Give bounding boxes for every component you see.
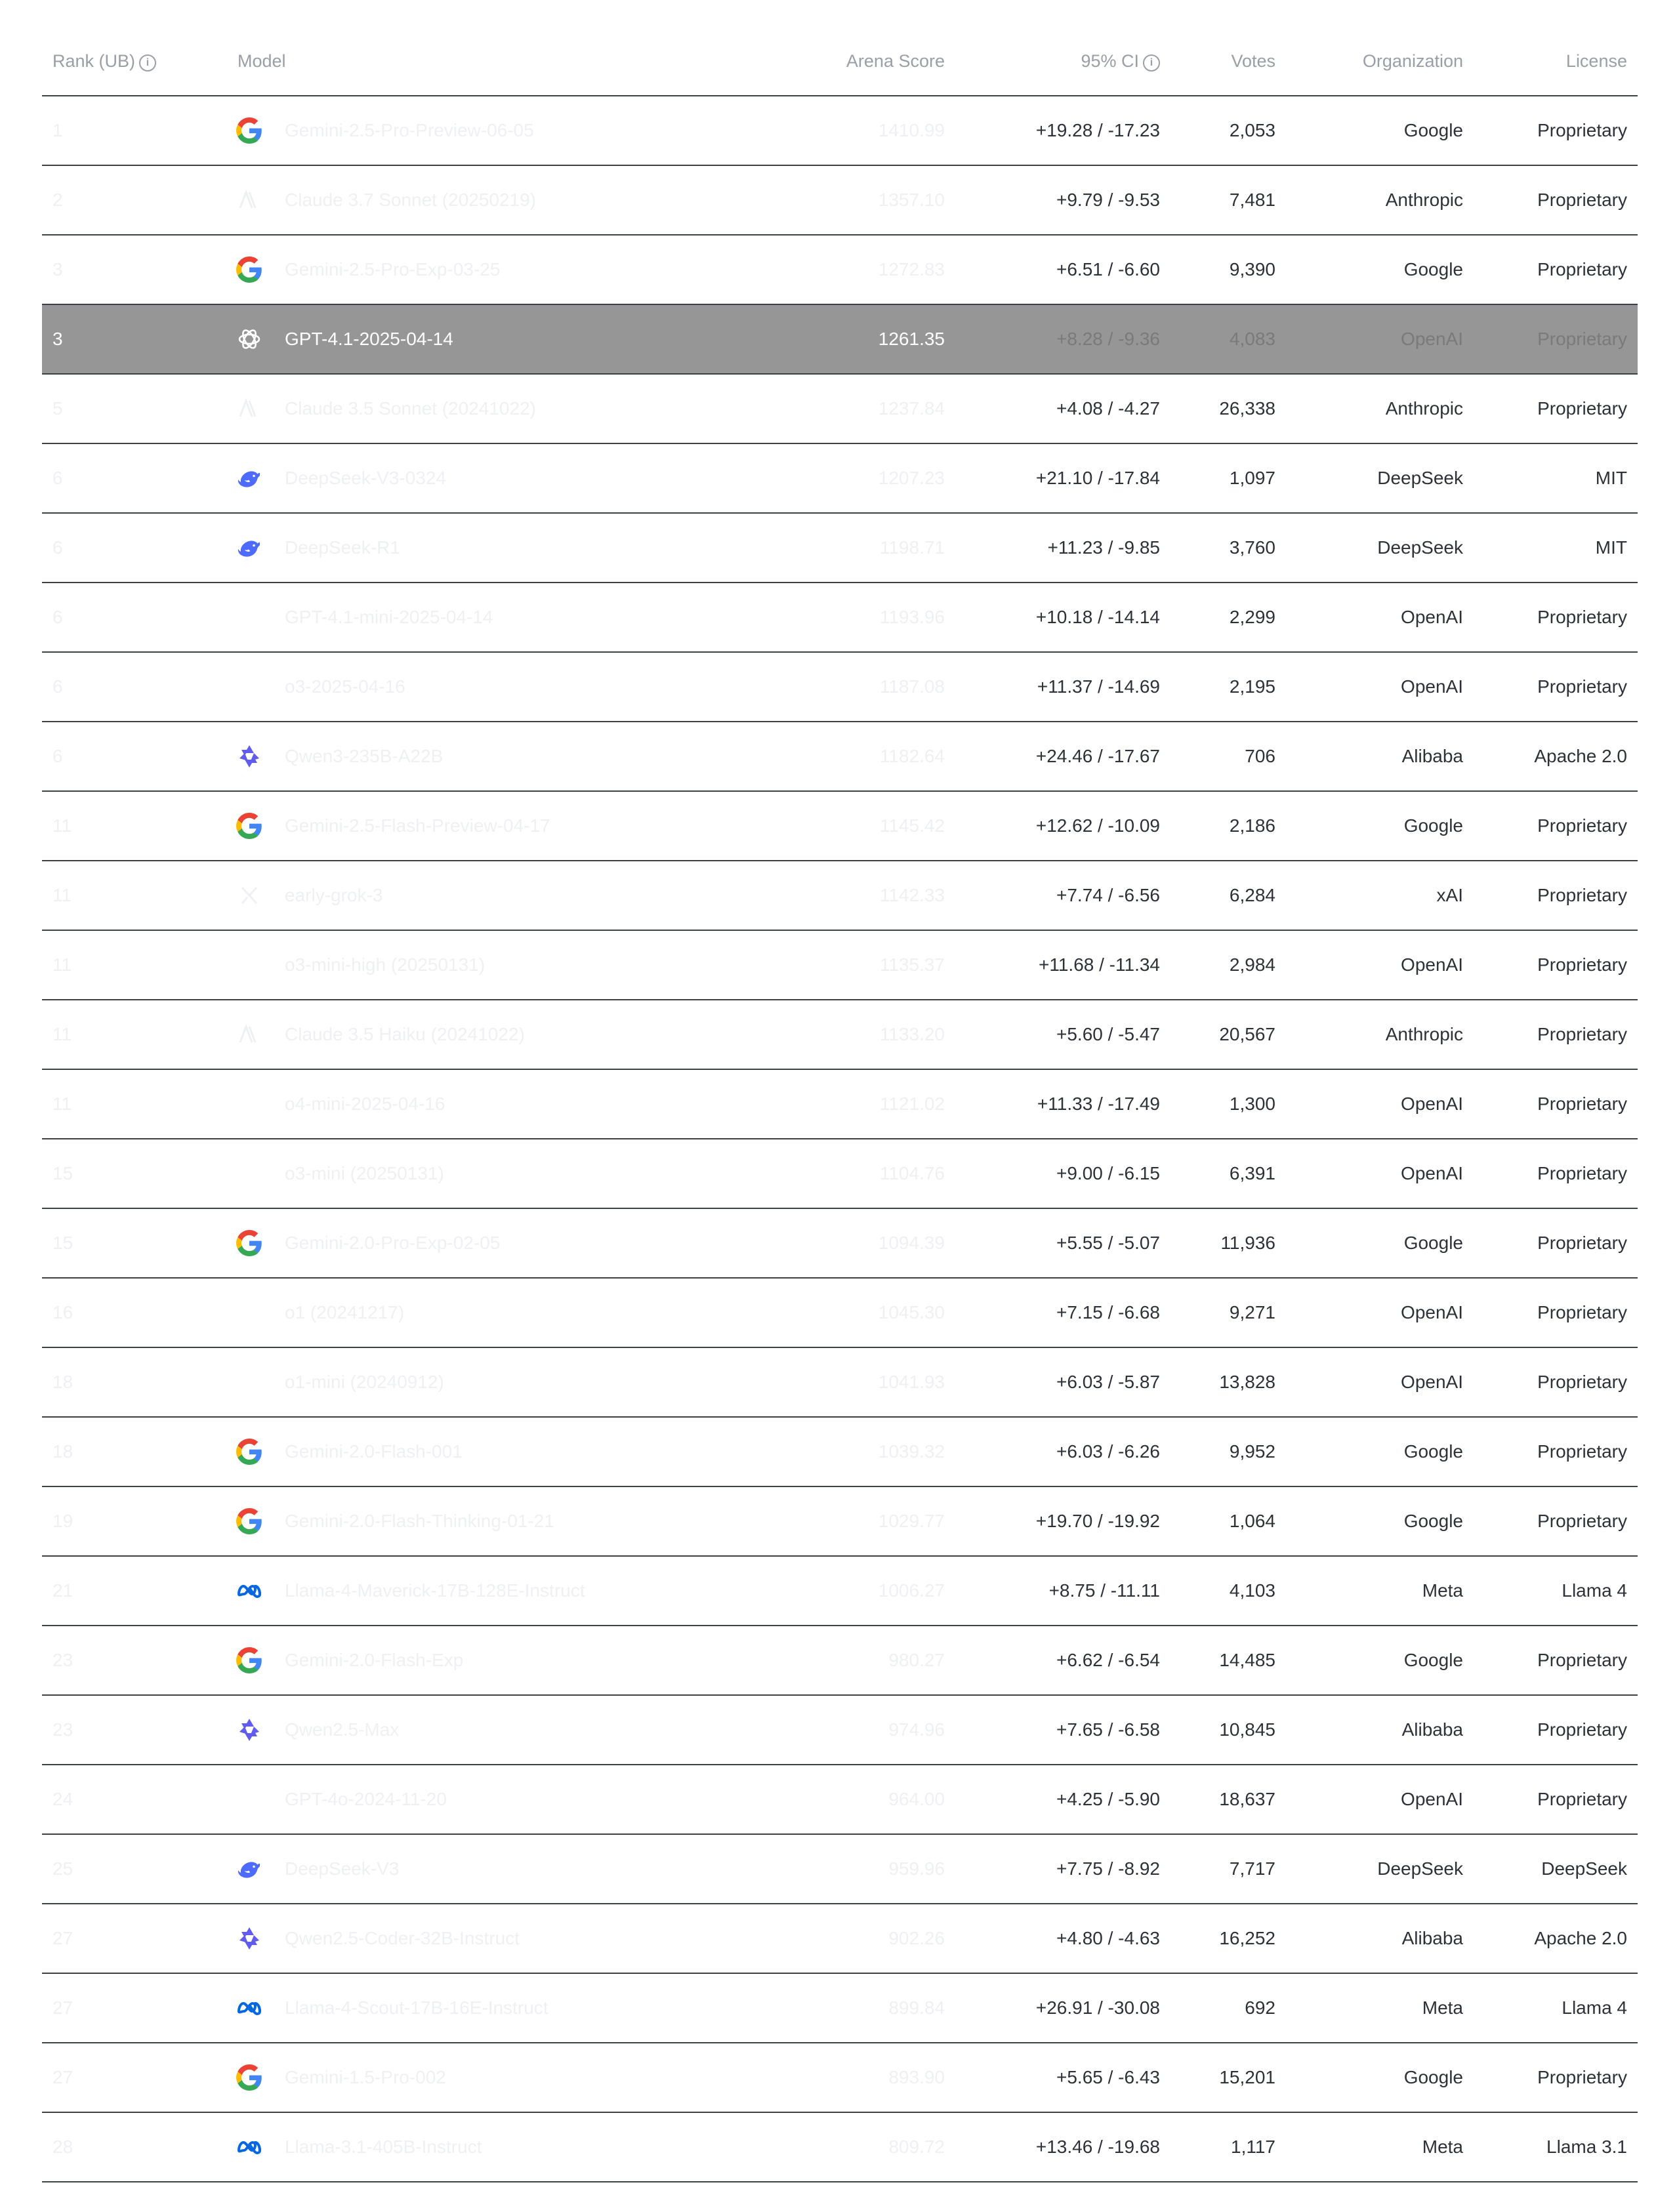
license-cell: Proprietary: [1537, 676, 1627, 697]
table-body: [42, 96, 1638, 2182]
org-logo: [236, 722, 262, 790]
license-cell: Proprietary: [1537, 259, 1627, 279]
license-cell: Proprietary: [1537, 954, 1627, 975]
model-name[interactable]: o1 (20241217): [285, 1302, 405, 1322]
rank-cell: 23: [52, 1650, 73, 1670]
org-logo: [236, 1418, 262, 1486]
meta-icon: [236, 1578, 262, 1604]
ci-cell: +26.91 / -30.08: [1035, 1997, 1160, 2018]
deepseek-icon: [236, 465, 262, 491]
table-row[interactable]: [42, 305, 1638, 375]
qwen-icon: [236, 1925, 262, 1952]
arena-score-cell: 980.27: [888, 1650, 945, 1670]
table-row[interactable]: [42, 653, 1638, 722]
license-cell: Proprietary: [1537, 1511, 1627, 1531]
organization-cell: Meta: [1422, 1580, 1463, 1601]
ci-cell: +19.70 / -19.92: [1035, 1511, 1160, 1531]
table-row[interactable]: [42, 1835, 1638, 1904]
votes-cell: 10,845: [1219, 1719, 1275, 1740]
model-name[interactable]: GPT-4.1-2025-04-14: [285, 329, 453, 349]
deepseek-icon: [236, 535, 262, 561]
table-row[interactable]: [42, 1348, 1638, 1418]
org-logo: [236, 1835, 262, 1903]
model-name[interactable]: Gemini-2.5-Pro-Preview-06-05: [285, 120, 534, 140]
votes-cell: 4,103: [1229, 1580, 1275, 1601]
ci-cell: +9.79 / -9.53: [1056, 190, 1160, 210]
votes-cell: 2,195: [1229, 676, 1275, 697]
rank-cell: 11: [52, 1094, 72, 1114]
ci-cell: +8.28 / -9.36: [1056, 329, 1160, 349]
license-cell: Proprietary: [1537, 1233, 1627, 1253]
organization-cell: OpenAI: [1401, 1789, 1463, 1809]
table-row[interactable]: [42, 2043, 1638, 2113]
rank-cell: 15: [52, 1163, 73, 1183]
arena-score-cell: 1182.64: [879, 746, 945, 766]
organization-cell: Google: [1403, 259, 1463, 279]
votes-cell: 11,936: [1220, 1233, 1275, 1253]
openai-icon: [236, 326, 262, 352]
table-row[interactable]: [42, 1070, 1638, 1139]
model-name[interactable]: DeepSeek-R1: [285, 537, 400, 558]
ci-cell: +8.75 / -11.11: [1048, 1580, 1160, 1601]
organization-cell: OpenAI: [1401, 329, 1463, 349]
ci-cell: +5.60 / -5.47: [1056, 1024, 1160, 1044]
license-cell: Proprietary: [1537, 1789, 1627, 1809]
arena-score-cell: 893.90: [888, 2067, 945, 2087]
deepseek-icon: [236, 1856, 262, 1882]
org-logo: [236, 792, 262, 860]
info-icon[interactable]: i: [139, 54, 156, 72]
ci-cell: +21.10 / -17.84: [1035, 468, 1160, 488]
model-name[interactable]: Llama-4-Maverick-17B-128E-Instruct: [285, 1580, 585, 1601]
ci-cell: +4.25 / -5.90: [1056, 1789, 1160, 1809]
org-logo: [236, 2113, 262, 2181]
model-name[interactable]: Gemini-1.5-Pro-002: [285, 2067, 446, 2087]
votes-cell: 2,186: [1229, 815, 1275, 836]
arena-score-cell: 1261.35: [878, 329, 945, 349]
qwen-icon: [236, 743, 262, 769]
model-name[interactable]: Gemini-2.0-Flash-Exp: [285, 1650, 464, 1670]
org-logo: [236, 375, 262, 443]
model-name[interactable]: Claude 3.5 Sonnet (20241022): [285, 398, 536, 419]
rank-cell: 6: [52, 468, 63, 488]
table-row[interactable]: [42, 861, 1638, 931]
model-name[interactable]: Qwen2.5-Max: [285, 1719, 400, 1740]
model-name[interactable]: Gemini-2.0-Flash-Thinking-01-21: [285, 1511, 554, 1531]
arena-score-cell: 1410.99: [878, 120, 945, 140]
rank-cell: 23: [52, 1719, 73, 1740]
ci-cell: +7.65 / -6.58: [1056, 1719, 1160, 1740]
rank-cell: 3: [52, 329, 63, 349]
arena-score-cell: 899.84: [888, 1997, 945, 2018]
org-logo: [236, 166, 262, 234]
license-cell: Proprietary: [1537, 329, 1627, 349]
license-cell: Proprietary: [1537, 120, 1627, 140]
arena-score-cell: 1145.42: [879, 815, 945, 836]
header-ci-label: 95% CI: [1081, 51, 1139, 71]
votes-cell: 9,390: [1229, 259, 1275, 279]
arena-score-cell: 1207.23: [878, 468, 945, 488]
arena-score-cell: 1357.10: [878, 190, 945, 210]
table-row[interactable]: [42, 1418, 1638, 1487]
header-model[interactable]: Model: [238, 51, 286, 71]
arena-score-cell: 1041.93: [878, 1372, 945, 1392]
arena-score-cell: 1094.39: [878, 1233, 945, 1253]
org-logo: [236, 514, 262, 582]
table-row[interactable]: [42, 514, 1638, 583]
votes-cell: 2,053: [1229, 120, 1275, 140]
arena-score-cell: 902.26: [888, 1928, 945, 1948]
table-row[interactable]: [42, 1696, 1638, 1765]
google-icon: [236, 1230, 262, 1256]
rank-cell: 19: [52, 1511, 73, 1531]
organization-cell: OpenAI: [1401, 607, 1463, 627]
arena-score-cell: 1272.83: [878, 259, 945, 279]
google-icon: [236, 2064, 262, 2091]
model-name[interactable]: GPT-4o-2024-11-20: [285, 1789, 447, 1809]
license-cell: Proprietary: [1537, 1024, 1627, 1044]
table-row[interactable]: [42, 1626, 1638, 1696]
organization-cell: DeepSeek: [1377, 1858, 1463, 1879]
rank-cell: 5: [52, 398, 63, 419]
organization-cell: Anthropic: [1385, 1024, 1463, 1044]
votes-cell: 15,201: [1219, 2067, 1275, 2087]
model-name[interactable]: o3-mini-high (20250131): [285, 954, 486, 975]
ci-cell: +4.80 / -4.63: [1056, 1928, 1160, 1948]
ci-cell: +9.00 / -6.15: [1056, 1163, 1160, 1183]
organization-cell: Google: [1403, 815, 1463, 836]
model-name[interactable]: o4-mini-2025-04-16: [285, 1094, 445, 1114]
rank-cell: 27: [52, 1928, 73, 1948]
table-row[interactable]: [42, 931, 1638, 1000]
table-row[interactable]: [42, 583, 1638, 653]
meta-icon: [236, 2134, 262, 2160]
license-cell: Proprietary: [1537, 1650, 1627, 1670]
model-name[interactable]: Claude 3.7 Sonnet (20250219): [285, 190, 536, 210]
license-cell: Proprietary: [1537, 815, 1627, 836]
rank-cell: 11: [52, 1024, 72, 1044]
rank-cell: 24: [52, 1789, 73, 1809]
license-cell: Proprietary: [1537, 398, 1627, 419]
votes-cell: 3,760: [1229, 537, 1275, 558]
votes-cell: 1,117: [1231, 2137, 1275, 2157]
arena-score-cell: 964.00: [888, 1789, 945, 1809]
table-row[interactable]: [42, 722, 1638, 792]
rank-cell: 2: [52, 190, 63, 210]
org-logo: [236, 1974, 262, 2042]
ci-cell: +5.65 / -6.43: [1056, 2067, 1160, 2087]
arena-score-cell: 1006.27: [878, 1580, 945, 1601]
table-row[interactable]: [42, 444, 1638, 514]
table-row[interactable]: [42, 375, 1638, 444]
organization-cell: DeepSeek: [1377, 537, 1463, 558]
votes-cell: 1,097: [1229, 468, 1275, 488]
org-logo: [236, 1904, 262, 1973]
votes-cell: 16,252: [1219, 1928, 1275, 1948]
table-row[interactable]: [42, 1974, 1638, 2043]
header-votes[interactable]: Votes: [1231, 51, 1275, 71]
arena-score-cell: 1142.33: [879, 885, 945, 905]
arena-score-cell: 1039.32: [878, 1441, 945, 1462]
organization-cell: Alibaba: [1401, 1719, 1463, 1740]
organization-cell: Google: [1403, 120, 1463, 140]
rank-cell: 6: [52, 746, 63, 766]
votes-cell: 7,481: [1229, 190, 1275, 210]
ci-cell: +19.28 / -17.23: [1035, 120, 1160, 140]
organization-cell: Google: [1403, 1441, 1463, 1462]
table-row[interactable]: [42, 1000, 1638, 1070]
info-icon[interactable]: i: [1143, 54, 1160, 72]
ci-cell: +7.75 / -8.92: [1056, 1858, 1160, 1879]
license-cell: Proprietary: [1537, 1094, 1627, 1114]
table-row[interactable]: [42, 1487, 1638, 1557]
ci-cell: +5.55 / -5.07: [1056, 1233, 1160, 1253]
model-name[interactable]: GPT-4.1-mini-2025-04-14: [285, 607, 493, 627]
organization-cell: Meta: [1422, 1997, 1463, 2018]
organization-cell: OpenAI: [1401, 1372, 1463, 1392]
google-icon: [236, 256, 262, 283]
organization-cell: OpenAI: [1401, 1094, 1463, 1114]
model-name[interactable]: Llama-3.1-405B-Instruct: [285, 2137, 482, 2157]
arena-score-cell: 1237.84: [878, 398, 945, 419]
model-name[interactable]: DeepSeek-V3: [285, 1858, 400, 1879]
model-name[interactable]: Gemini-2.0-Pro-Exp-02-05: [285, 1233, 501, 1253]
ci-cell: +13.46 / -19.68: [1035, 2137, 1160, 2157]
org-logo: [236, 861, 262, 930]
table-row[interactable]: [42, 792, 1638, 861]
model-name[interactable]: early-grok-3: [285, 885, 383, 905]
google-icon: [236, 813, 262, 839]
model-name[interactable]: Claude 3.5 Haiku (20241022): [285, 1024, 525, 1044]
model-name[interactable]: Qwen3-235B-A22B: [285, 746, 444, 766]
arena-score-cell: 1187.08: [879, 676, 945, 697]
votes-cell: 2,984: [1229, 954, 1275, 975]
ci-cell: +6.62 / -6.54: [1056, 1650, 1160, 1670]
header-ci[interactable]: [1081, 51, 1160, 72]
organization-cell: Google: [1403, 1650, 1463, 1670]
leaderboard-table: [42, 0, 1638, 2182]
votes-cell: 20,567: [1219, 1024, 1275, 1044]
model-name[interactable]: o3-mini (20250131): [285, 1163, 444, 1183]
arena-score-cell: 1135.37: [879, 954, 945, 975]
license-cell: Llama 4: [1562, 1997, 1627, 2018]
model-name[interactable]: o1-mini (20240912): [285, 1372, 444, 1392]
google-icon: [236, 1508, 262, 1534]
votes-cell: 6,284: [1229, 885, 1275, 905]
organization-cell: xAI: [1436, 885, 1463, 905]
votes-cell: 706: [1245, 746, 1275, 766]
org-logo: [236, 444, 262, 512]
license-cell: Proprietary: [1537, 2067, 1627, 2087]
model-name[interactable]: Llama-4-Scout-17B-16E-Instruct: [285, 1997, 549, 2018]
organization-cell: DeepSeek: [1377, 468, 1463, 488]
header-arena-score[interactable]: Arena Score: [846, 51, 945, 71]
license-cell: Proprietary: [1537, 1372, 1627, 1392]
org-logo: [236, 1000, 262, 1069]
votes-cell: 2,299: [1229, 607, 1275, 627]
rank-cell: 6: [52, 607, 63, 627]
header-organization[interactable]: Organization: [1362, 51, 1463, 71]
license-cell: Proprietary: [1537, 1163, 1627, 1183]
table-row[interactable]: [42, 96, 1638, 166]
license-cell: Apache 2.0: [1534, 746, 1627, 766]
license-cell: DeepSeek: [1541, 1858, 1627, 1879]
rank-cell: 15: [52, 1233, 73, 1253]
votes-cell: 9,271: [1229, 1302, 1275, 1322]
organization-cell: OpenAI: [1401, 676, 1463, 697]
votes-cell: 18,637: [1219, 1789, 1275, 1809]
arena-score-cell: 1121.02: [879, 1094, 945, 1114]
rank-cell: 21: [52, 1580, 73, 1601]
rank-cell: 25: [52, 1858, 73, 1879]
ci-cell: +7.15 / -6.68: [1056, 1302, 1160, 1322]
model-name[interactable]: Qwen2.5-Coder-32B-Instruct: [285, 1928, 520, 1948]
arena-score-cell: 1045.30: [878, 1302, 945, 1322]
votes-cell: 13,828: [1219, 1372, 1275, 1392]
arena-score-cell: 974.96: [888, 1719, 945, 1740]
rank-cell: 3: [52, 259, 63, 279]
arena-score-cell: 809.72: [888, 2137, 945, 2157]
license-cell: Proprietary: [1537, 190, 1627, 210]
table-row[interactable]: [42, 1209, 1638, 1279]
votes-cell: 9,952: [1229, 1441, 1275, 1462]
license-cell: Proprietary: [1537, 1441, 1627, 1462]
ci-cell: +11.23 / -9.85: [1047, 537, 1160, 558]
google-icon: [236, 117, 262, 144]
org-logo: [236, 96, 262, 165]
rank-cell: 6: [52, 676, 63, 697]
model-name[interactable]: Gemini-2.5-Flash-Preview-04-17: [285, 815, 550, 836]
rank-cell: 18: [52, 1372, 73, 1392]
anthropic-icon: [236, 187, 262, 213]
arena-score-cell: 959.96: [888, 1858, 945, 1879]
rank-cell: 28: [52, 2137, 73, 2157]
org-logo: [236, 1626, 262, 1694]
org-logo: [236, 1487, 262, 1555]
ci-cell: +4.08 / -4.27: [1056, 398, 1160, 419]
header-rank[interactable]: [52, 51, 156, 72]
rank-cell: 27: [52, 1997, 73, 2018]
org-logo: [236, 2043, 262, 2112]
rank-cell: 18: [52, 1441, 73, 1462]
license-cell: Proprietary: [1537, 885, 1627, 905]
organization-cell: OpenAI: [1401, 1302, 1463, 1322]
org-logo: [236, 305, 262, 373]
table-row[interactable]: [42, 1765, 1638, 1835]
meta-icon: [236, 1995, 262, 2021]
ci-cell: +7.74 / -6.56: [1056, 885, 1160, 905]
organization-cell: Google: [1403, 2067, 1463, 2087]
xai-icon: [236, 882, 262, 909]
google-icon: [236, 1647, 262, 1673]
table-row[interactable]: [42, 236, 1638, 305]
votes-cell: 14,485: [1219, 1650, 1275, 1670]
anthropic-icon: [236, 396, 262, 422]
model-name[interactable]: Gemini-2.0-Flash-001: [285, 1441, 463, 1462]
license-cell: Llama 3.1: [1546, 2137, 1627, 2157]
arena-score-cell: 1029.77: [878, 1511, 945, 1531]
table-row[interactable]: [42, 2113, 1638, 2182]
model-name[interactable]: DeepSeek-V3-0324: [285, 468, 446, 488]
rank-cell: 16: [52, 1302, 73, 1322]
rank-cell: 1: [52, 120, 63, 140]
ci-cell: +6.51 / -6.60: [1056, 259, 1160, 279]
rank-cell: 11: [52, 885, 72, 905]
ci-cell: +10.18 / -14.14: [1035, 607, 1160, 627]
votes-cell: 26,338: [1219, 398, 1275, 419]
votes-cell: 692: [1245, 1997, 1275, 2018]
qwen-icon: [236, 1717, 262, 1743]
organization-cell: Anthropic: [1385, 398, 1463, 419]
license-cell: Apache 2.0: [1534, 1928, 1627, 1948]
license-cell: Proprietary: [1537, 607, 1627, 627]
org-logo: [236, 1696, 262, 1764]
google-icon: [236, 1439, 262, 1465]
header-rank-label: Rank (UB): [52, 51, 136, 71]
votes-cell: 6,391: [1229, 1163, 1275, 1183]
organization-cell: OpenAI: [1401, 954, 1463, 975]
table-row[interactable]: [42, 1557, 1638, 1626]
model-name[interactable]: Gemini-2.5-Pro-Exp-03-25: [285, 259, 501, 279]
ci-cell: +6.03 / -6.26: [1056, 1441, 1160, 1462]
table-row[interactable]: [42, 166, 1638, 236]
rank-cell: 11: [52, 954, 72, 975]
license-cell: MIT: [1595, 468, 1627, 488]
org-logo: [236, 1557, 262, 1625]
rank-cell: 27: [52, 2067, 73, 2087]
organization-cell: Google: [1403, 1511, 1463, 1531]
organization-cell: OpenAI: [1401, 1163, 1463, 1183]
table-header: [42, 0, 1638, 96]
ci-cell: +6.03 / -5.87: [1056, 1372, 1160, 1392]
header-license[interactable]: License: [1565, 51, 1627, 71]
arena-score-cell: 1133.20: [879, 1024, 945, 1044]
ci-cell: +11.37 / -14.69: [1037, 676, 1160, 697]
ci-cell: +11.33 / -17.49: [1037, 1094, 1160, 1114]
arena-score-cell: 1198.71: [879, 537, 945, 558]
rank-cell: 6: [52, 537, 63, 558]
organization-cell: Google: [1403, 1233, 1463, 1253]
license-cell: Llama 4: [1562, 1580, 1627, 1601]
votes-cell: 1,064: [1229, 1511, 1275, 1531]
votes-cell: 7,717: [1229, 1858, 1275, 1879]
arena-score-cell: 1193.96: [879, 607, 945, 627]
arena-score-cell: 1104.76: [879, 1163, 945, 1183]
org-logo: [236, 236, 262, 304]
organization-cell: Meta: [1422, 2137, 1463, 2157]
license-cell: Proprietary: [1537, 1719, 1627, 1740]
ci-cell: +24.46 / -17.67: [1035, 746, 1160, 766]
license-cell: MIT: [1595, 537, 1627, 558]
ci-cell: +12.62 / -10.09: [1035, 815, 1160, 836]
rank-cell: 11: [52, 815, 72, 836]
anthropic-icon: [236, 1021, 262, 1048]
ci-cell: +11.68 / -11.34: [1039, 954, 1160, 975]
votes-cell: 4,083: [1229, 329, 1275, 349]
license-cell: Proprietary: [1537, 1302, 1627, 1322]
votes-cell: 1,300: [1229, 1094, 1275, 1114]
organization-cell: Anthropic: [1385, 190, 1463, 210]
org-logo: [236, 1209, 262, 1277]
organization-cell: Alibaba: [1401, 746, 1463, 766]
table-row[interactable]: [42, 1904, 1638, 1974]
table-row[interactable]: [42, 1139, 1638, 1209]
table-row[interactable]: [42, 1279, 1638, 1348]
organization-cell: Alibaba: [1401, 1928, 1463, 1948]
model-name[interactable]: o3-2025-04-16: [285, 676, 405, 697]
